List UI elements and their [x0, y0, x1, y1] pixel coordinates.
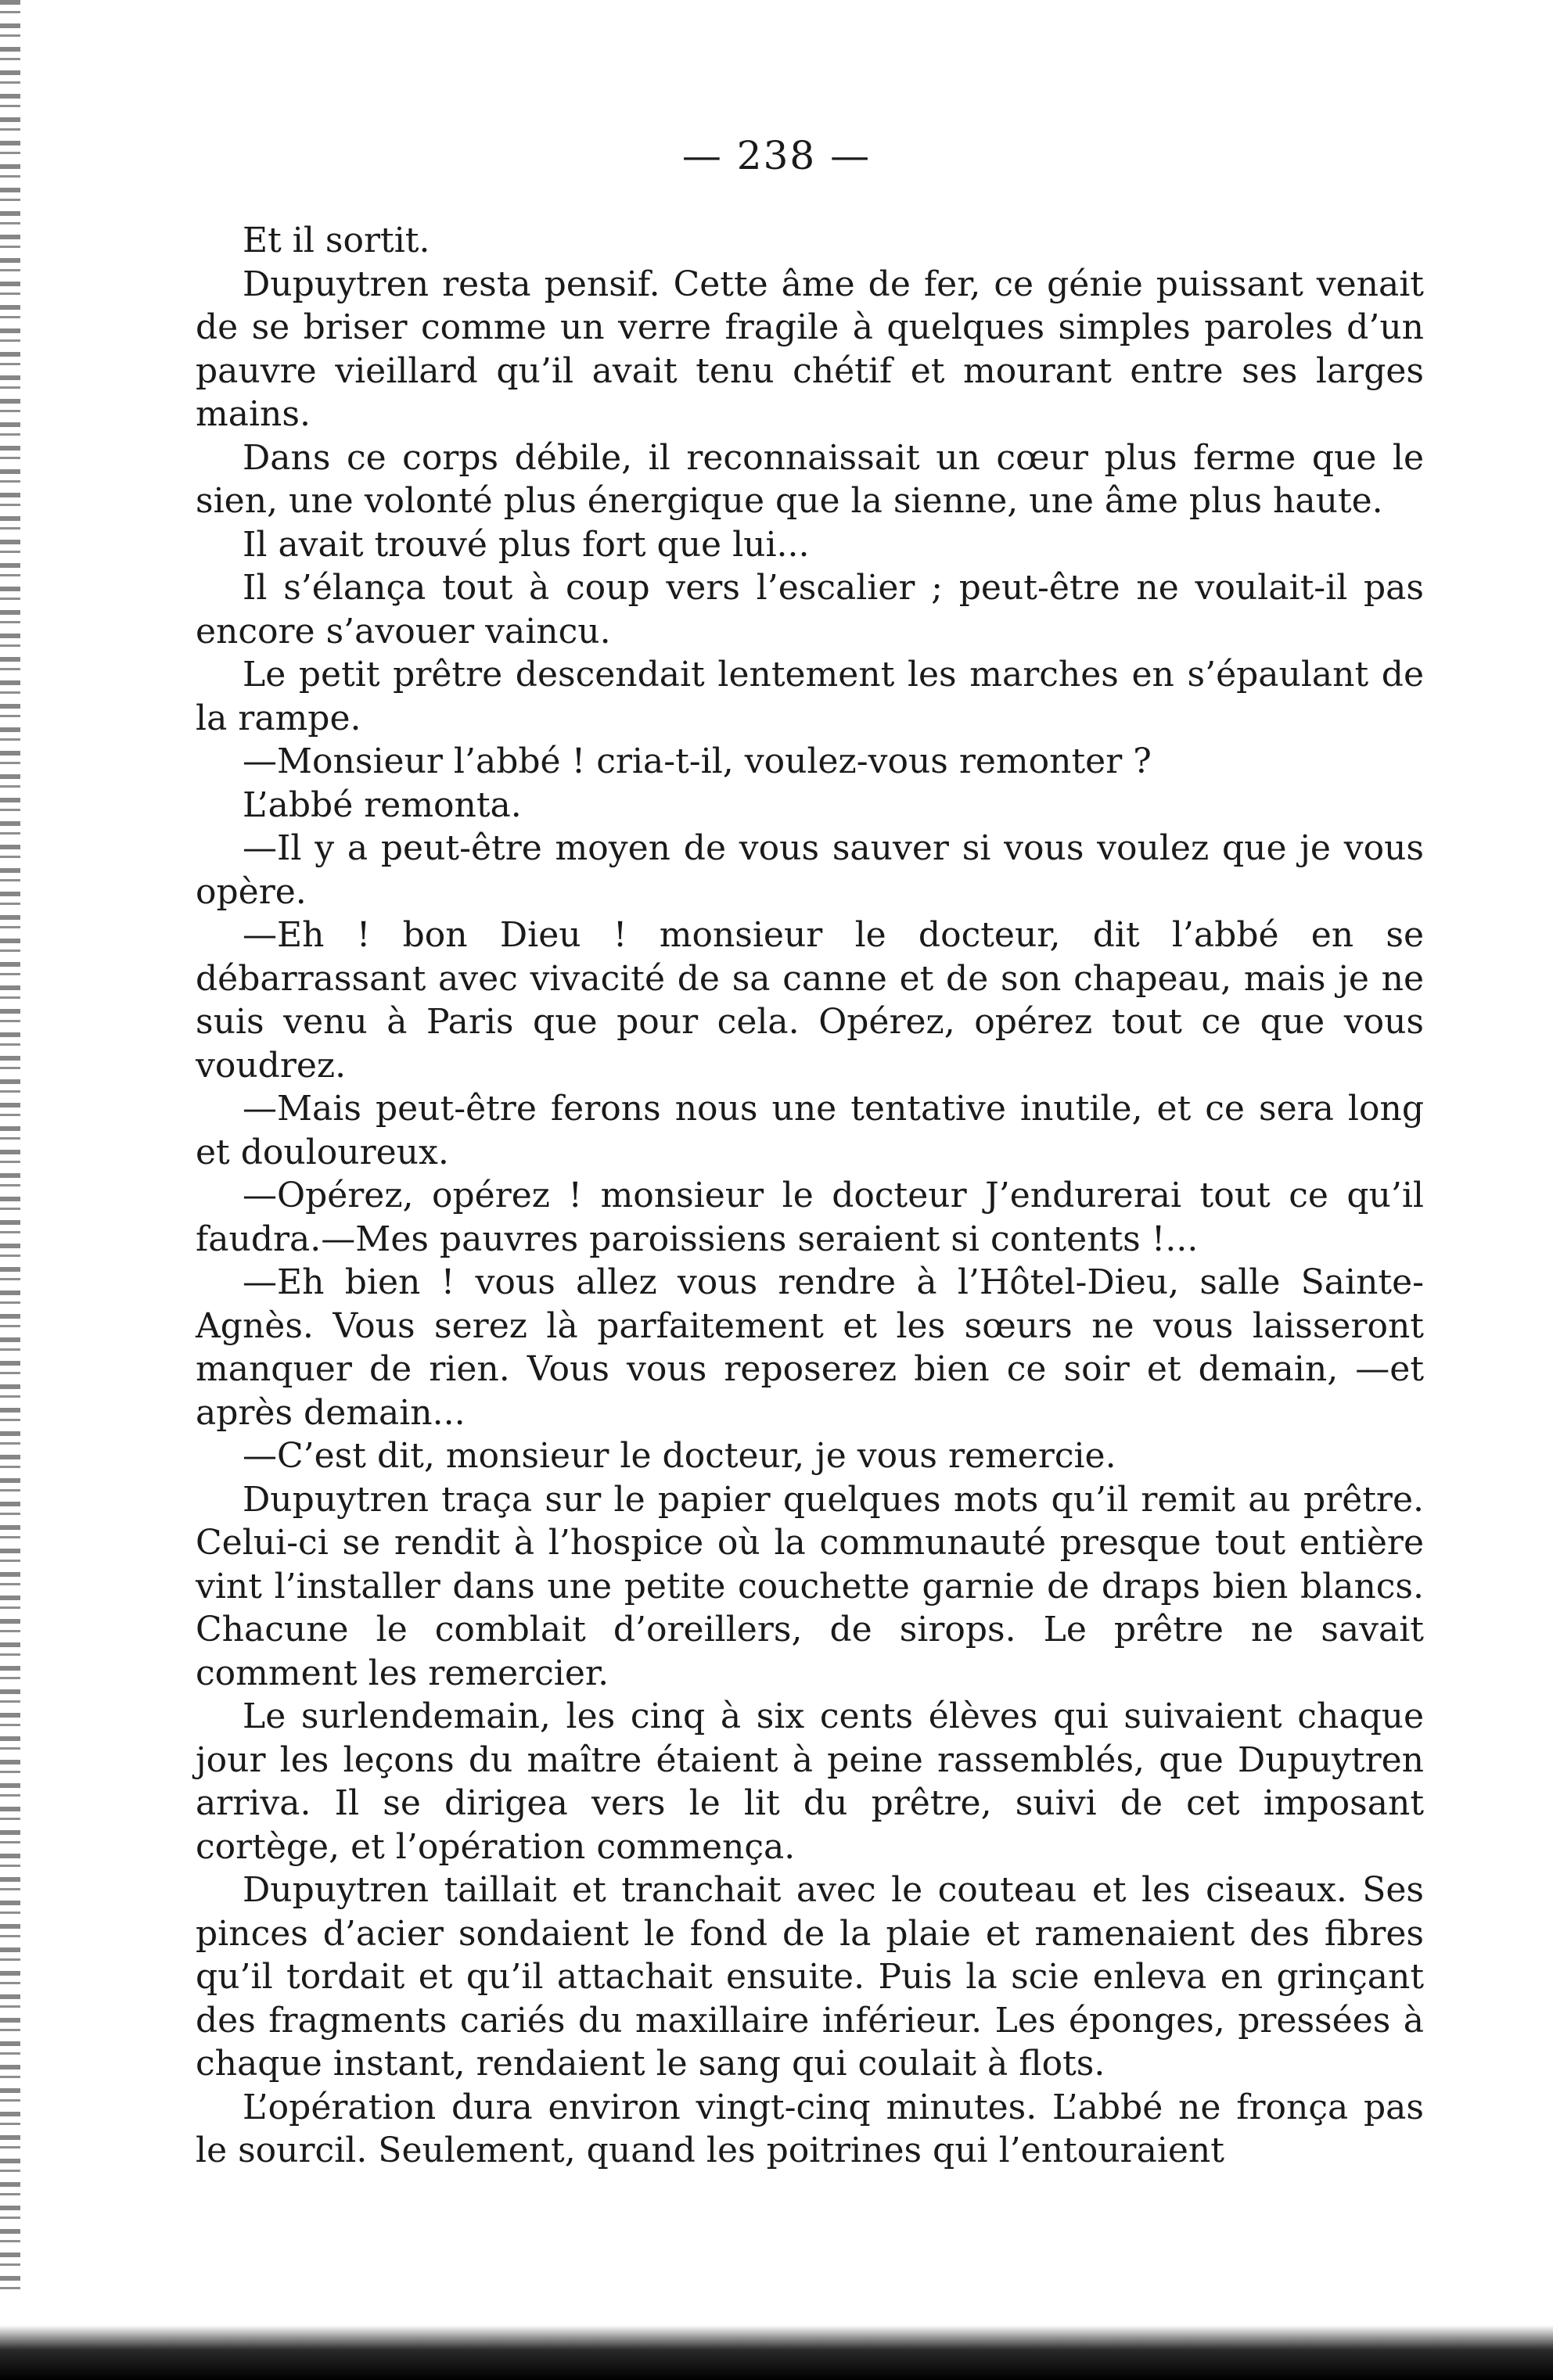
paragraph: —Eh bien ! vous allez vous rendre à l’Hôtel-Dieu, salle Sainte-Agnès. Vous serez là parfaitement et les sœurs ne vous laisseront manquer de rien. Vous vous reposerez bien ce soir et demain, —et après demain...: [196, 1262, 1424, 1433]
paragraph: Il s’élança tout à coup vers l’escalier ; peut-être ne voulait-il pas encore s’avouer vaincu.: [196, 568, 1424, 652]
paragraph: Dupuytren taillait et tranchait avec le couteau et les ciseaux. Ses pinces d’acier sondaient le fond de la plaie et ramenaient des fibres qu’il tordait et qu’il attachait ensuite. Puis la scie enleva en grinçant des fragments cariés du maxillaire inférieur. Les éponges, pressées à chaque instant, rendaient le sang qui coulait à flots.: [196, 1870, 1424, 2084]
paragraph: Dupuytren traça sur le papier quelques mots qu’il remit au prêtre. Celui-ci se rendit à l’hospice où la communauté presque tout entière vint l’installer dans une petite couchette garnie de draps bien blancs. Chacune le comblait d’oreillers, de sirops. Le prêtre ne savait comment les remercier.: [196, 1479, 1424, 1693]
paragraph: Dans ce corps débile, il reconnaissait un cœur plus ferme que le sien, une volonté plus énergique que la sienne, une âme plus haute.: [196, 437, 1424, 521]
paragraph: Il avait trouvé plus fort que lui...: [243, 524, 810, 565]
page-number: — 238 —: [681, 133, 872, 178]
paragraph: Le surlendemain, les cinq à six cents élèves qui suivaient chaque jour les leçons du maître étaient à peine rassemblés, que Dupuytren arriva. Il se dirigea vers le lit du prêtre, suivi de cet imposant cortège, et l’opération commença.: [196, 1696, 1424, 1867]
paragraph: —Eh ! bon Dieu ! monsieur le docteur, dit l’abbé en se débarrassant avec vivacité de sa canne et de son chapeau, mais je ne suis venu à Paris que pour cela. Opérez, opérez tout ce que vous voudrez.: [196, 915, 1424, 1086]
paragraph: —Mais peut-être ferons nous une tentative inutile, et ce sera long et douloureux.: [196, 1089, 1424, 1172]
scan-left-edge: [0, 0, 20, 2299]
text-body: [196, 219, 1424, 2173]
paragraph: Et il sortit.: [243, 221, 430, 260]
paragraph: —Monsieur l’abbé ! cria-t-il, voulez-vous remonter ?: [243, 741, 1152, 781]
paragraph: —Il y a peut-être moyen de vous sauver si vous voulez que je vous opère.: [196, 828, 1424, 912]
paragraph: L’opération dura environ vingt-cinq minutes. L’abbé ne fronça pas le sourcil. Seulement, quand les poitrines qui l’entouraient: [196, 2087, 1424, 2170]
paragraph: —C’est dit, monsieur le docteur, je vous remercie.: [243, 1436, 1116, 1476]
paragraph: —Opérez, opérez ! monsieur le docteur J’endurerai tout ce qu’il faudra.—Mes pauvres paroissiens seraient si contents !...: [196, 1176, 1424, 1259]
paragraph: Dupuytren resta pensif. Cette âme de fer, ce génie puissant venait de se briser comme un verre fragile à quelques simples paroles d’un pauvre vieillard qu’il avait tenu chétif et mourant entre ses larges mains.: [196, 264, 1424, 434]
scan-bottom-edge: [0, 2325, 1553, 2380]
paragraph: Le petit prêtre descendait lentement les marches en s’épaulant de la rampe.: [196, 655, 1424, 738]
paragraph: L’abbé remonta.: [243, 784, 522, 825]
